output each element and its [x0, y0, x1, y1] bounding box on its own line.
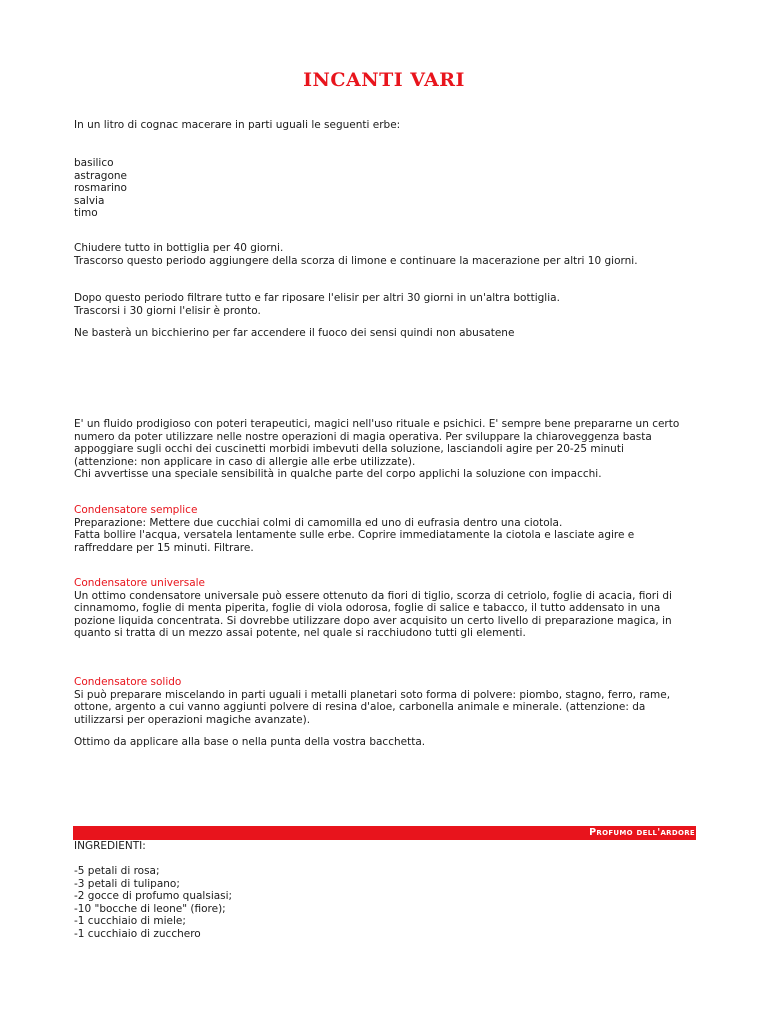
section-heading: Condensatore semplice	[74, 504, 198, 516]
list-item: astragone	[74, 169, 127, 182]
list-item: -2 gocce di profumo qualsiasi;	[74, 890, 233, 903]
herb-list	[74, 157, 699, 220]
list-item: -10 "bocche di leone" (fiore);	[74, 902, 226, 915]
note-text: Ne basterà un bicchierino per far accendere il fuoco dei sensi quindi non abusatene	[74, 327, 515, 339]
list-item: salvia	[74, 194, 105, 207]
recipe-header-bar	[73, 826, 696, 840]
list-item: timo	[74, 207, 98, 220]
ingredients-list	[74, 865, 699, 941]
page-title: INCANTI VARI	[303, 69, 465, 91]
section-universal-condenser: Condensatore universale Un ottimo condensatore universale può essere ottenuto da fiori di tiglio, scorza di cetriolo, foglie di acacia, fiori di cinnamomo, foglie di menta piperita, foglie di viola odorosa, foglie di salice e tabacco, il tutto addensato in una pozione liquida concentrata. Si dovrebbe utilizzare dopo aver acquisito un certo livello di preparazione magica, in quanto si tratta di un mezzo assai potente, nel quale si racchiudono tutti gli elementi.	[74, 577, 699, 640]
list-item: -5 petali di rosa;	[74, 865, 160, 877]
list-item: -1 cucchiaio di zucchero	[74, 927, 201, 940]
list-item: -3 petali di tulipano;	[74, 877, 180, 890]
list-item: basilico	[74, 157, 114, 169]
section-solid-condenser: Condensatore solido Si può preparare miscelando in parti uguali i metalli planetari soto forma di polvere: piombo, stagno, ferro, rame, ottone, argento a cui vanno aggiunti polvere di resina d'aloe, carbonella animale e minerale. (attenzione: da utilizzarsi per operazioni magiche avanzate).	[74, 676, 699, 726]
ingredients-heading: INGREDIENTI:	[74, 840, 146, 852]
intro-text: In un litro di cognac macerare in parti uguali le seguenti erbe:	[74, 119, 401, 131]
instructions-paragraph-1: Chiudere tutto in bottiglia per 40 giorni. Trascorso questo periodo aggiungere della scorza di limone e continuare la macerazione per altri 10 giorni.	[74, 242, 638, 267]
section-heading: Condensatore solido	[74, 676, 182, 688]
list-item: -1 cucchiaio di miele;	[74, 915, 186, 928]
fluid-paragraph: E' un fluido prodigioso con poteri terapeutici, magici nell'uso rituale e psichici. E' sempre bene prepararne un certo numero da poter utilizzare nelle nostre operazioni di magia operativa. Per sviluppare la chiaroveggenza basta appoggiare sugli occhi dei cuscinetti morbidi imbevuti della soluzione, lasciandoli agire per 20-25 minuti (attenzione: non applicare in caso di allergie alle erbe utilizzate). Chi avvertisse una speciale sensibilità in qualche parte del corpo applichi la soluzione con impacchi.	[74, 418, 680, 481]
list-item: rosmarino	[74, 182, 127, 195]
solid-note: Ottimo da applicare alla base o nella punta della vostra bacchetta.	[74, 736, 426, 748]
instructions-paragraph-2: Dopo questo periodo filtrare tutto e far riposare l'elisir per altri 30 giorni in un'altra bottiglia. Trascorsi i 30 giorni l'elisir è pronto.	[74, 292, 560, 317]
section-simple-condenser: Condensatore semplice Preparazione: Mettere due cucchiai colmi di camomilla ed uno di eufrasia dentro una ciotola. Fatta bollire l'acqua, versatela lentamente sulle erbe. Coprire immediatamente la ciotola e lasciate agire e raffreddare per 15 minuti. Filtrare.	[74, 504, 699, 554]
section-heading: Condensatore universale	[74, 577, 206, 589]
recipe-title: Profumo dell'ardore	[589, 827, 695, 838]
